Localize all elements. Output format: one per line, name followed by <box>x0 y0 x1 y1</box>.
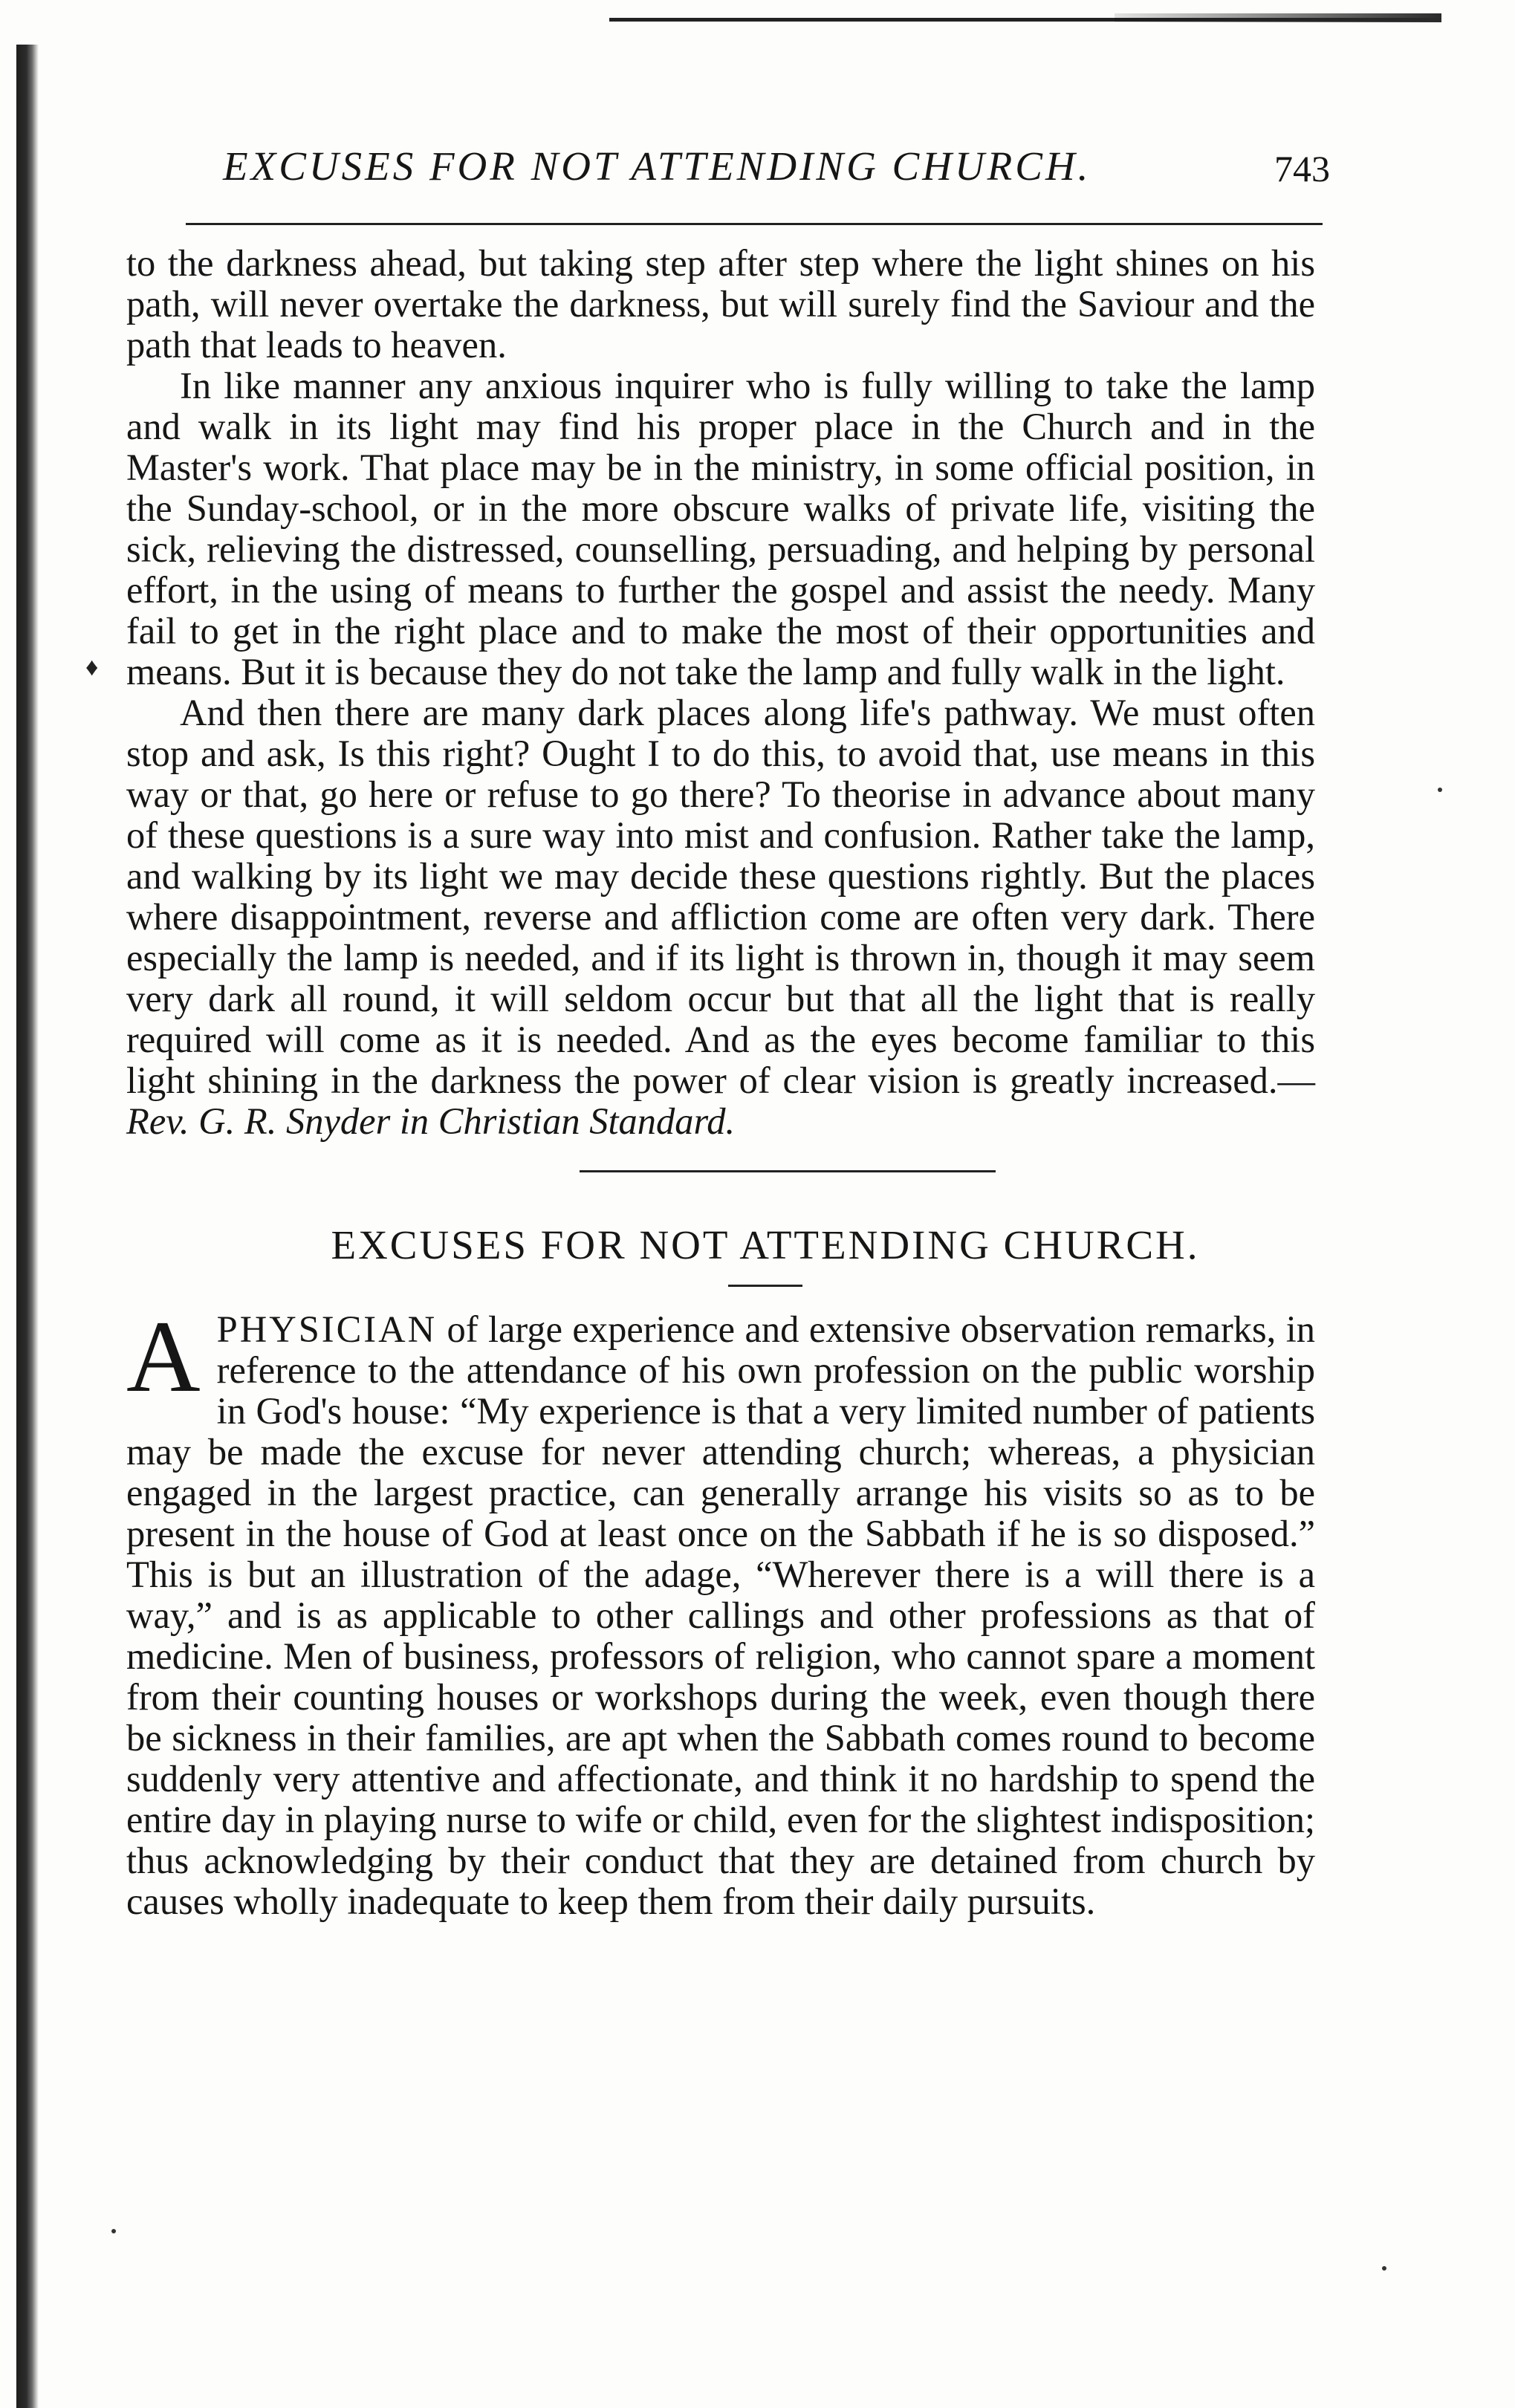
margin-speck <box>1382 2266 1386 2271</box>
header-rule <box>186 223 1323 225</box>
paragraph: In like manner any anxious inquirer who is fully willing to take the lamp and walk in its light may find his proper place in the Church and in the Master's work. That place may be in the ministry, in some official position, in the Sunday-school, or in the more obscure walks of private life, visiting the sick, relieving the distressed, counselling, persuading, and helping by personal effort, in the using of means to further the gospel and assist the needy. Many fail to get in the right place and to make the most of their opportunities and means. But it is because they do not take the lamp and fully walk in the light. <box>126 365 1315 692</box>
article-continuation <box>126 243 1315 1142</box>
paragraph <box>126 692 1315 1142</box>
paragraph: to the darkness ahead, but taking step after step where the light shines on his path, will never overtake the darkness, but will surely find the Saviour and the path that leads to heaven. <box>126 242 1315 366</box>
paragraph <box>126 1299 1315 1922</box>
lead-capitals: PHYSICIAN <box>216 1308 438 1350</box>
margin-speck <box>1438 788 1442 792</box>
section-title: EXCUSES FOR NOT ATTENDING CHURCH. <box>331 1222 1200 1268</box>
margin-bullet-mark: ♦ <box>85 654 99 681</box>
paragraph-text: And then there are many dark places along life's pathway. We must often stop and ask, Is this right? Ought I to do this, to avoid that, use means in this way or that, go here or refuse to go there? To theorise in advance about many of these questions is a sure way into mist and confusion. Rather take the lamp, and walking by its light we may decide these questions rightly. But the places where disappointment, reverse and affliction come are often very dark. There especially the lamp is needed, and if its light is thrown in, though it may seem very dark all round, it will seldom occur but that all the light that is really required will come as it is needed. And as the eyes become familiar to this light shining in the darkness the power of clear vision is greatly increased.— <box>126 692 1315 1101</box>
paragraph-text: of large experience and extensive observation remarks, in reference to the attendance of his own profession on the public worship in God's house: “My experience is that a very limited number of patients may be made the excuse for never attending church; whereas, a physician engaged in the largest practice, can generally arrange his visits so as to be present in the house of God at least once on the Sabbath if he is so disposed.” This is but an illustration of the adage, “Wherever there is a will there is a way,” and is as applicable to other callings and other professions as that of medicine. Men of business, professors of religion, who cannot spare a moment from their counting houses or workshops during the week, even though there be sickness in their families, are apt when the Sabbath comes round to become suddenly very attentive and affectionate, and think it no hardship to spend the entire day in playing nurse to wife or child, even for the slightest indisposition; thus acknowledging by their conduct that they are detained from church by causes wholly inadequate to keep them from their daily pursuits. <box>126 1308 1315 1922</box>
margin-speck <box>111 2229 116 2233</box>
scan-binding-edge <box>16 45 39 2408</box>
top-border-rule-heavy <box>1115 13 1441 22</box>
page-content <box>126 111 1330 1922</box>
drop-cap: A <box>126 1299 201 1413</box>
attribution: Rev. G. R. Snyder in Christian Standard. <box>126 1100 736 1142</box>
page-number: 743 <box>1274 148 1330 189</box>
title-rule <box>728 1285 802 1287</box>
article-body <box>126 1299 1315 1922</box>
running-title: EXCUSES FOR NOT ATTENDING CHURCH. <box>223 143 1091 189</box>
running-head <box>126 111 1330 193</box>
section-divider <box>580 1170 996 1172</box>
